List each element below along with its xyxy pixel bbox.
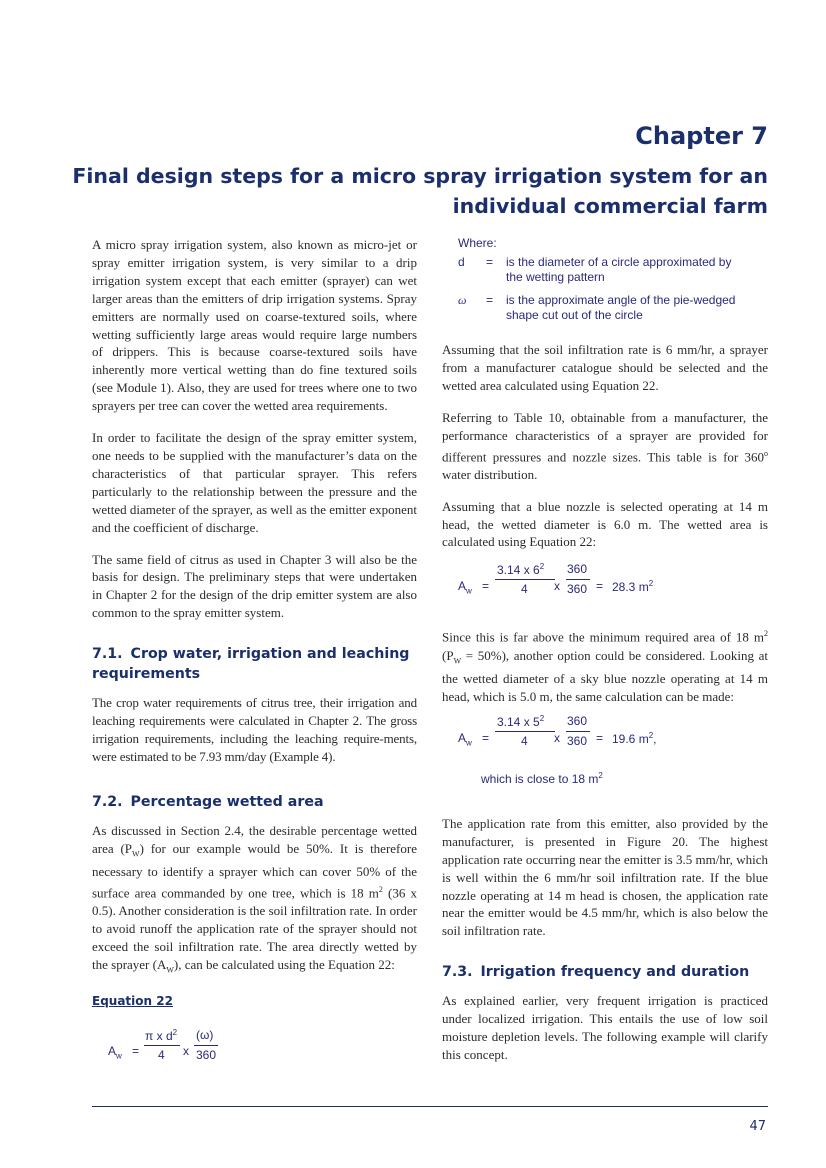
section-number: 7.1. (92, 646, 123, 663)
application-rate-paragraph: The application rate from this emitter, also provided by the manufacturer, is presented in Figure 20. The highest application rate occurring near the emitter is 3.5 mm/hr, which is well within the 6 mm/hr soil infiltration rate. If the blue nozzle operating at 14 m head is chosen, the application rate near the emitter would be 4.5 mm/hr, which is also below the soil infiltration rate. (442, 815, 768, 939)
page-number: 47 (749, 1119, 766, 1134)
section-number: 7.2. (92, 793, 123, 810)
definition-d: d = is the diameter of a circle approximated by the wetting pattern (458, 255, 732, 284)
section-title: Irrigation frequency and duration (480, 964, 750, 981)
section-title: Percentage wetted area (130, 793, 324, 810)
left-column (92, 236, 417, 1068)
intro-paragraph: A micro spray irrigation system, also known as micro-jet or spray emitter irrigation system, is very similar to a drip irrigation system except that each emitter (sprayer) can wet larger areas than the emitters of drip irrigation systems. Spray emitters are normally used on coarse-textured soils, where wetting sufficiently large areas would require large numbers of drippers. This is because coarse-textured soils have inherently more vertical wetting than do fine textured soils (see Module 1). Also, they are used for trees where one to two sprayers per tree can cover the wetted area requirements. (92, 237, 417, 414)
equation-blue-nozzle: $A_w$ = 3.14 x $6^2$ 4 x 360 360 = 28.3 $m^2$ (458, 562, 654, 597)
section-7-2-heading (92, 792, 417, 812)
section-7-1-heading (92, 644, 417, 684)
crop-water-paragraph: The crop water requirements of citrus tree, their irrigation and leaching requirements were calculated in Chapter 2. The gross irrigation requirements, including the leaching require-ments, were estimated to be 7.93 mm/day (Example 4). (92, 695, 417, 764)
chapter-label: Chapter 7 (635, 122, 768, 150)
equation-note: which is close to 18 $m^2$ (481, 770, 603, 786)
manufacturer-data-paragraph: In order to facilitate the design of the spray emitter system, one needs to be supplied with the manufacturer’s data on the characteristics of that particular sprayer. This refers particularly to the relationship between the pressure and the wetted diameter of the sprayer, as well as the emitter exponent and the coefficient of discharge. (92, 430, 417, 535)
right-column (442, 236, 768, 1078)
citrus-field-paragraph: The same field of citrus as used in Chapter 3 will also be the basis for design. The preliminary steps that were undertaken in Chapter 2 for the design of the drip emitter system are also common to the spray emitter system. (92, 551, 417, 621)
where-label: Where: (458, 236, 497, 250)
definition-omega: ω = is the approximate angle of the pie-wedged shape cut out of the circle (458, 293, 736, 322)
eq-numerator-1: π x $d^2$ (145, 1027, 178, 1043)
sky-blue-nozzle-paragraph: Since this is far above the minimum required area of 18 $m^2$ $(P_W = 50\%)$, another option could be considered. Looking at the wetted diameter of a sky blue nozzle operating at 14 m head, which is 5.0 m, the same calculation can be made: (442, 629, 768, 705)
frequency-paragraph: As explained earlier, very frequent irrigation is practiced under localized irrigation. This entails the use of low soil moisture depletion levels. The following example will clarify this concept. (442, 993, 768, 1062)
footer-divider (92, 1106, 768, 1107)
blue-nozzle-paragraph: Assuming that a blue nozzle is selected operating at 14 m head, the wetted diameter is 6.0 m. The wetted area is calculated using Equation 22: (442, 498, 768, 550)
wetted-area-paragraph: As discussed in Section 2.4, the desirable percentage wetted area $(P_W)$ for our example would be 50%. It is therefore necessary to identify a sprayer which can cover 50% of the surface area commanded by one tree, which is 18 $m^2$ (36 x 0.5). Another consideration is the soil infiltration rate. In order to avoid runoff the application rate of the sprayer should not exceed the soil infiltration rate. The area directly wetted by the sprayer $(A_W)$, can be calculated using the Equation 22: (92, 822, 417, 975)
section-number: 7.3. (442, 964, 473, 981)
equation-sky-blue-nozzle: $A_w$ = 3.14 x $5^2$ 4 x 360 360 = 19.6 $m^2$, (458, 713, 657, 748)
eq-lhs: $A_w$ (108, 1043, 122, 1060)
equation-22-label: Equation 22 (92, 993, 173, 1008)
equation-22: $A_w$ = π x $d^2$ 4 x (ω) 360 (108, 1027, 217, 1062)
section-7-3-heading (442, 962, 768, 982)
infiltration-paragraph: Assuming that the soil infiltration rate is 6 mm/hr, a sprayer from a manufacturer catalogue should be selected and the wetted area calculated using Equation 22. (442, 342, 768, 393)
definition-list (442, 255, 768, 323)
table-10-paragraph: Referring to Table 10, obtainable from a manufacturer, the performance characteristics of a sprayer are provided for different pressures and nozzle sizes. This table is for 360$^o$ water distribution. (442, 409, 768, 482)
chapter-title: Final design steps for a micro spray irrigation system for an individual commercial farm (72, 164, 768, 218)
section-title: Crop water, irrigation and leaching requirements (92, 646, 410, 683)
